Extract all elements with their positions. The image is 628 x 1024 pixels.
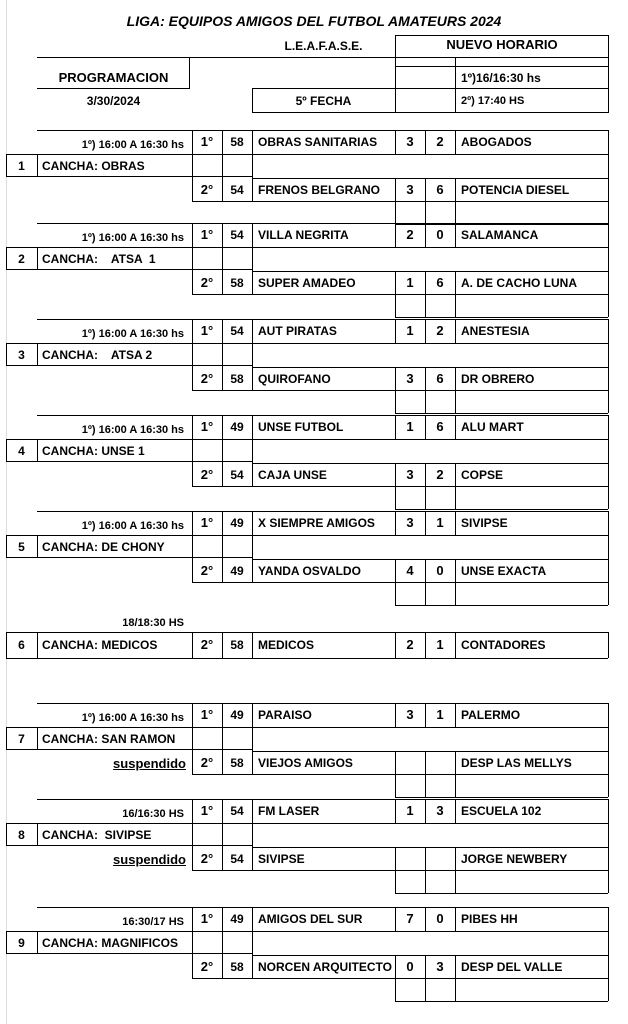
away-score: 6 xyxy=(436,182,444,197)
cancha-number: 5 xyxy=(18,540,25,554)
away-team: COPSE xyxy=(461,468,504,482)
match-order: 2° xyxy=(200,467,214,482)
match-order: 2° xyxy=(200,851,214,866)
cancha-name: CANCHA: ATSA 2 xyxy=(42,348,153,362)
away-score: 3 xyxy=(436,803,444,818)
match-order: 1° xyxy=(200,911,214,926)
away-team: A. DE CACHO LUNA xyxy=(461,276,577,290)
cancha-name: CANCHA: UNSE 1 xyxy=(42,444,145,458)
cancha-name: CANCHA: SIVIPSE xyxy=(42,828,152,842)
match-order: 1° xyxy=(200,803,214,818)
match-order: 2° xyxy=(200,182,214,197)
match-order: 2° xyxy=(200,563,214,578)
away-team: ANESTESIA xyxy=(461,324,530,338)
cancha-number: 4 xyxy=(18,444,25,458)
home-team: PARAISO xyxy=(258,708,312,722)
match-category: 58 xyxy=(230,960,244,974)
time-slot: 1º) 16:00 A 16:30 hs xyxy=(81,712,184,724)
away-score: 0 xyxy=(436,911,444,926)
away-team: JORGE NEWBERY xyxy=(461,852,568,866)
home-score: 2 xyxy=(406,227,414,242)
away-team: SALAMANCA xyxy=(461,228,539,242)
time-slot: 1º) 16:00 A 16:30 hs xyxy=(81,232,184,244)
home-team: MEDICOS xyxy=(258,638,315,652)
match-category: 49 xyxy=(230,708,244,722)
match-category: 49 xyxy=(230,516,244,530)
match-order: 2° xyxy=(200,755,214,770)
away-team: SIVIPSE xyxy=(461,516,508,530)
match-category: 54 xyxy=(230,183,244,197)
home-team: AUT PIRATAS xyxy=(258,324,337,338)
match-order: 1° xyxy=(200,134,214,149)
horario-2: 2º) 17:40 HS xyxy=(461,95,525,107)
cancha-number: 2 xyxy=(18,252,25,266)
nuevo-horario-label: NUEVO HORARIO xyxy=(446,37,558,52)
home-team: VILLA NEGRITA xyxy=(258,228,349,242)
home-team: SUPER AMADEO xyxy=(258,276,356,290)
cancha-number: 6 xyxy=(18,638,25,652)
away-team: CONTADORES xyxy=(461,638,546,652)
away-team: ABOGADOS xyxy=(461,135,532,149)
org-name: L.E.A.F.A.S.E. xyxy=(284,39,363,53)
home-team: QUIROFANO xyxy=(258,372,331,386)
match-category: 54 xyxy=(230,852,244,866)
match-category: 54 xyxy=(230,228,244,242)
cancha-number: 1 xyxy=(18,159,25,173)
away-team: ALU MART xyxy=(461,420,524,434)
home-team: NORCEN ARQUITECTO xyxy=(258,960,393,974)
match-order: 1° xyxy=(200,419,214,434)
match-category: 58 xyxy=(230,756,244,770)
cancha-name: CANCHA: DE CHONY xyxy=(42,540,165,554)
time-slot: 1º) 16:00 A 16:30 hs xyxy=(81,424,184,436)
match-category: 58 xyxy=(230,372,244,386)
match-order: 2° xyxy=(200,275,214,290)
match-category: 58 xyxy=(230,135,244,149)
cancha-name: CANCHA: ATSA 1 xyxy=(42,252,156,266)
away-team: DESP LAS MELLYS xyxy=(461,756,572,770)
match-order: 1° xyxy=(200,515,214,530)
home-score: 3 xyxy=(406,515,414,530)
away-team: PIBES HH xyxy=(461,912,518,926)
time-slot: 1º) 16:00 A 16:30 hs xyxy=(81,139,184,151)
home-team: CAJA UNSE xyxy=(258,468,327,482)
match-category: 49 xyxy=(230,912,244,926)
away-team: UNSE EXACTA xyxy=(461,564,547,578)
league-title: LIGA: EQUIPOS AMIGOS DEL FUTBOL AMATEURS 2024 xyxy=(126,13,502,29)
home-score: 3 xyxy=(406,134,414,149)
fecha-label: 5º FECHA xyxy=(295,94,352,108)
match-order: 2° xyxy=(200,637,214,652)
home-score: 1 xyxy=(406,275,414,290)
match-category: 54 xyxy=(230,324,244,338)
home-score: 3 xyxy=(406,371,414,386)
away-score: 1 xyxy=(436,707,444,722)
match-order: 1° xyxy=(200,707,214,722)
away-score: 2 xyxy=(436,134,444,149)
away-team: ESCUELA 102 xyxy=(461,804,542,818)
away-score: 1 xyxy=(436,515,444,530)
away-score: 6 xyxy=(436,371,444,386)
cancha-name: CANCHA: MEDICOS xyxy=(42,638,158,652)
away-team: DR OBRERO xyxy=(461,372,535,386)
away-score: 6 xyxy=(436,275,444,290)
time-slot: 16/16:30 HS xyxy=(122,808,184,820)
home-score: 3 xyxy=(406,707,414,722)
time-slot: 16:30/17 HS xyxy=(122,916,184,928)
programacion-label: PROGRAMACION xyxy=(58,70,169,85)
home-score: 1 xyxy=(406,323,414,338)
cancha-number: 7 xyxy=(18,732,25,746)
cancha-number: 3 xyxy=(18,348,25,362)
away-score: 6 xyxy=(436,419,444,434)
away-team: PALERMO xyxy=(461,708,521,722)
home-team: FRENOS BELGRANO xyxy=(258,183,381,197)
home-team: OBRAS SANITARIAS xyxy=(258,135,378,149)
match-order: 1° xyxy=(200,227,214,242)
home-score: 3 xyxy=(406,467,414,482)
time-slot: 1º) 16:00 A 16:30 hs xyxy=(81,328,184,340)
away-team: POTENCIA DIESEL xyxy=(461,183,570,197)
match-category: 58 xyxy=(230,638,244,652)
time-slot: 1º) 16:00 A 16:30 hs xyxy=(81,520,184,532)
home-team: YANDA OSVALDO xyxy=(258,564,361,578)
home-team: FM LASER xyxy=(258,804,320,818)
home-team: UNSE FUTBOL xyxy=(258,420,344,434)
cancha-name: CANCHA: OBRAS xyxy=(42,159,145,173)
match-category: 54 xyxy=(230,468,244,482)
time-slot: 18/18:30 HS xyxy=(122,617,184,629)
away-score: 0 xyxy=(436,563,444,578)
suspendido-label: suspendido xyxy=(113,756,186,771)
away-score: 2 xyxy=(436,467,444,482)
away-score: 1 xyxy=(436,637,444,652)
match-category: 58 xyxy=(230,276,244,290)
home-team: X SIEMPRE AMIGOS xyxy=(258,516,375,530)
cancha-name: CANCHA: SAN RAMON xyxy=(42,732,176,746)
home-score: 1 xyxy=(406,419,414,434)
horario-1: 1º)16/16:30 hs xyxy=(461,71,541,85)
home-team: VIEJOS AMIGOS xyxy=(258,756,353,770)
match-order: 2° xyxy=(200,959,214,974)
match-category: 49 xyxy=(230,564,244,578)
match-category: 54 xyxy=(230,804,244,818)
home-team: SIVIPSE xyxy=(258,852,305,866)
home-score: 1 xyxy=(406,803,414,818)
match-category: 49 xyxy=(230,420,244,434)
home-team: AMIGOS DEL SUR xyxy=(258,912,363,926)
home-score: 2 xyxy=(406,637,414,652)
cancha-name: CANCHA: MAGNIFICOS xyxy=(42,936,178,950)
schedule-date: 3/30/2024 xyxy=(86,94,141,108)
away-score: 2 xyxy=(436,323,444,338)
away-score: 0 xyxy=(436,227,444,242)
away-score: 3 xyxy=(436,959,444,974)
cancha-number: 9 xyxy=(18,936,25,950)
suspendido-label: suspendido xyxy=(113,852,186,867)
home-score: 7 xyxy=(406,911,414,926)
away-team: DESP DEL VALLE xyxy=(461,960,563,974)
cancha-number: 8 xyxy=(18,828,25,842)
home-score: 3 xyxy=(406,182,414,197)
home-score: 4 xyxy=(406,563,414,578)
match-order: 2° xyxy=(200,371,214,386)
match-order: 1° xyxy=(200,323,214,338)
home-score: 0 xyxy=(406,959,414,974)
